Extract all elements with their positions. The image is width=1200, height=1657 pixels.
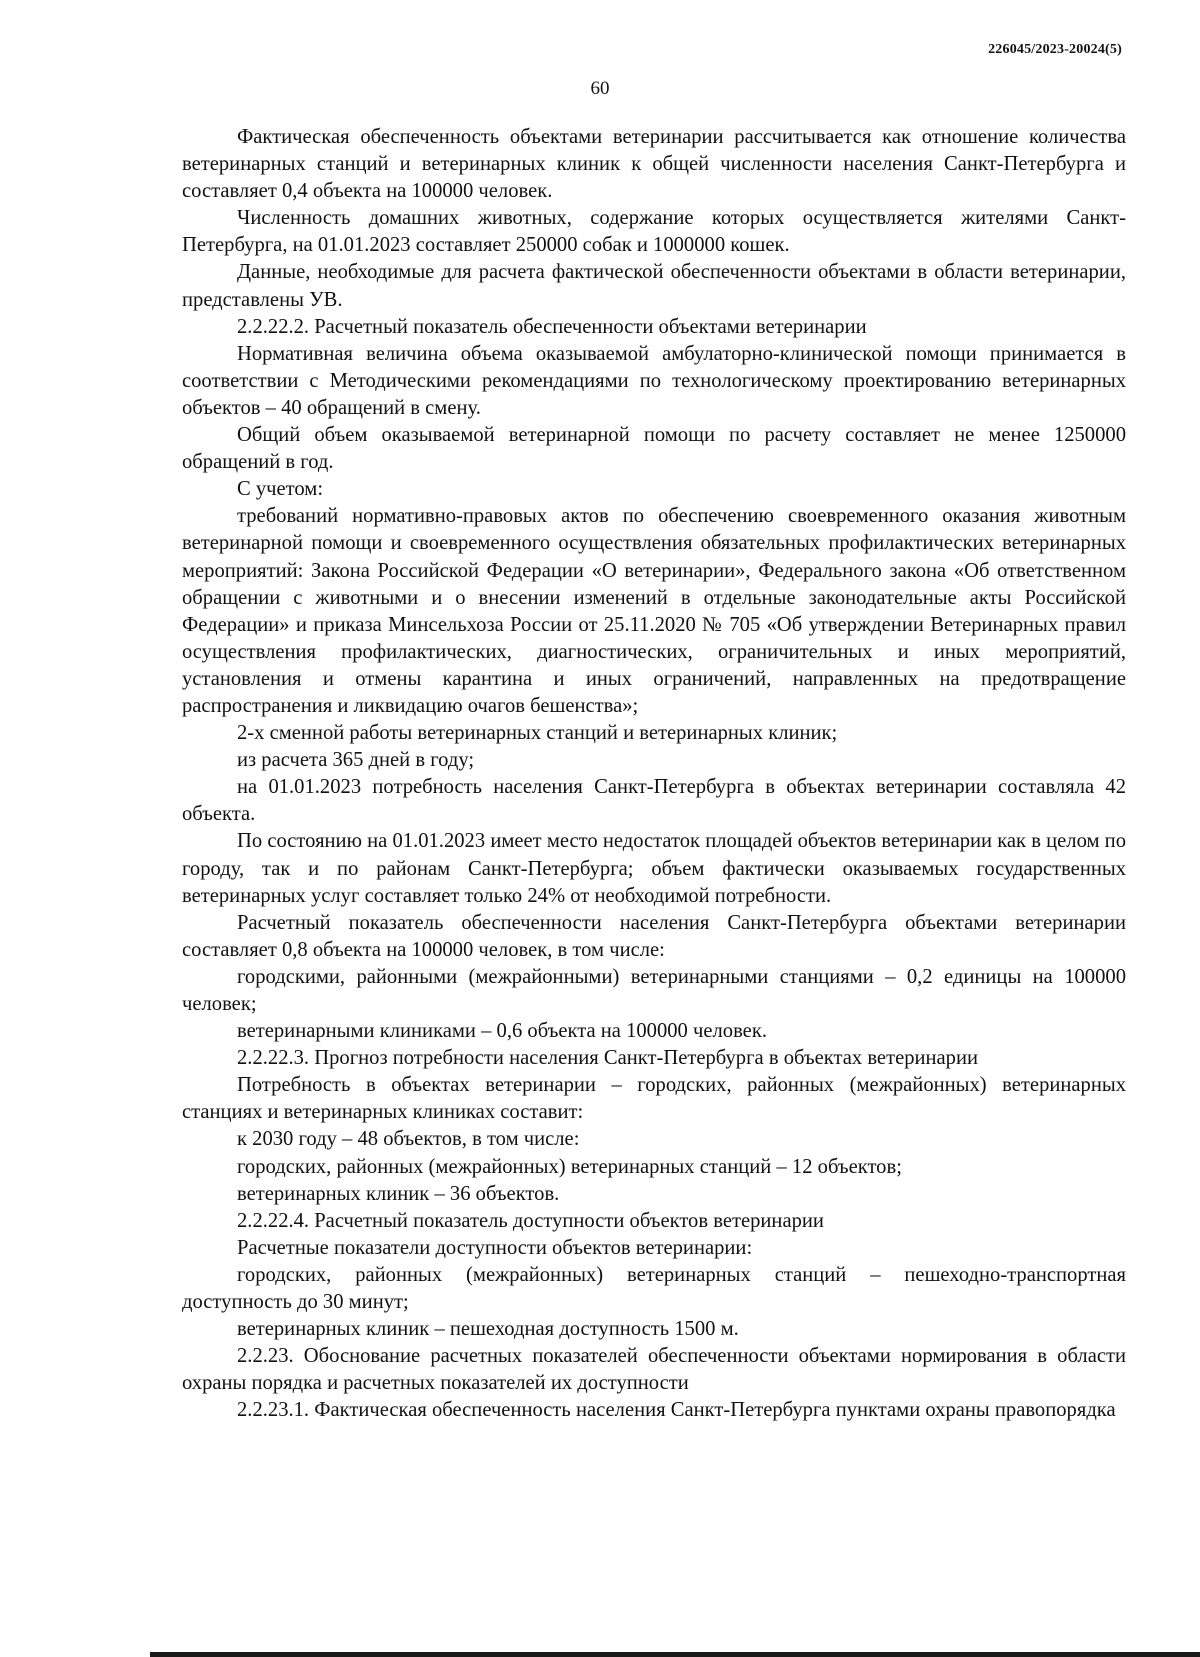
section-heading: 2.2.22.2. Расчетный показатель обеспеченности объектами ветеринарии [237,315,867,338]
paragraph: Численность домашних животных, содержание которых осуществляется жителями Санкт-Петербурга, на 01.01.2023 составляет 250000 собак и 1000000 кошек. [182,207,1126,257]
paragraph: Потребность в объектах ветеринарии – городских, районных (межрайонных) ветеринарных станциях и ветеринарных клиниках составит: [182,1074,1126,1124]
paragraph: По состоянию на 01.01.2023 имеет место недостаток площадей объектов ветеринарии как в целом по городу, так и по районам Санкт-Петербурга; объем фактически оказываемых государственных ветеринарных услуг составляет только 24% от необходимой потребности. [182,830,1126,907]
list-item: из расчета 365 дней в году; [237,749,475,772]
list-item: ветеринарных клиник – пешеходная доступность 1500 м. [237,1318,739,1341]
list-item: ветеринарными клиниками – 0,6 объекта на 100000 человек. [237,1020,767,1043]
list-item: 2-х сменной работы ветеринарных станций и ветеринарных клиник; [237,722,838,745]
document-body [182,124,1126,1425]
paragraph: требований нормативно-правовых актов по обеспечению своевременного оказания животным ветеринарной помощи и своевременного осуществления обязательных профилактических ветеринарных мероприятий: Закона Российской Федерации «О ветеринарии», Федерального закона «Об ответственном обращении с животными и о внесении изменений в отдельные законодательные акты Российской Федерации» и приказа Минсельхоза России от 25.11.2020 № 705 «Об утверждении Ветеринарных правил осуществления профилактических, диагностических, ограничительных и иных мероприятий, установления и отмены карантина и иных ограничений, направленных на предотвращение распространения и ликвидацию очагов бешенства»; [182,505,1126,717]
list-item: ветеринарных клиник – 36 объектов. [237,1182,560,1205]
document-registration-number: 226045/2023-20024(5) [988,42,1122,57]
list-item: к 2030 году – 48 объектов, в том числе: [237,1128,580,1151]
page-number: 60 [590,78,610,99]
list-item: городскими, районными (межрайонными) ветеринарными станциями – 0,2 единицы на 100000 человек; [182,965,1126,1015]
paragraph: Общий объем оказываемой ветеринарной помощи по расчету составляет не менее 1250000 обращений в год. [182,424,1126,474]
list-item: городских, районных (межрайонных) ветеринарных станций – пешеходно-транспортная доступность до 30 минут; [182,1263,1126,1314]
paragraph: Данные, необходимые для расчета фактической обеспеченности объектами в области ветеринарии, представлены УВ. [182,261,1126,311]
paragraph: Фактическая обеспеченность объектами ветеринарии рассчитывается как отношение количества ветеринарных станций и ветеринарных клиник к общей численности населения Санкт-Петербурга и составляет 0,4 объекта на 100000 человек. [182,126,1126,203]
paragraph: Расчетный показатель обеспеченности населения Санкт-Петербурга объектами ветеринарии составляет 0,8 объекта на 100000 человек, в том числе: [182,911,1126,961]
list-item: городских, районных (межрайонных) ветеринарных станций – 12 объектов; [237,1155,902,1178]
section-heading: 2.2.22.3. Прогноз потребности населения Санкт-Петербурга в объектах ветеринарии [237,1047,979,1070]
section-heading: 2.2.23.1. Фактическая обеспеченность населения Санкт-Петербурга пунктами охраны правопорядка [237,1399,1116,1422]
paragraph: С учетом: [237,478,324,501]
scan-bottom-edge [150,1652,1200,1657]
paragraph: Расчетные показатели доступности объектов ветеринарии: [237,1236,753,1259]
paragraph: на 01.01.2023 потребность населения Санкт-Петербурга в объектах ветеринарии составляла 42 объекта. [182,776,1126,826]
section-heading: 2.2.22.4. Расчетный показатель доступности объектов ветеринарии [237,1209,824,1232]
paragraph: Нормативная величина объема оказываемой амбулаторно-клинической помощи принимается в соответствии с Методическими рекомендациями по технологическому проектированию ветеринарных объектов – 40 обращений в смену. [182,342,1126,419]
section-heading: 2.2.23. Обоснование расчетных показателей обеспеченности объектами нормирования в области охраны порядка и расчетных показателей их доступности [182,1345,1126,1395]
